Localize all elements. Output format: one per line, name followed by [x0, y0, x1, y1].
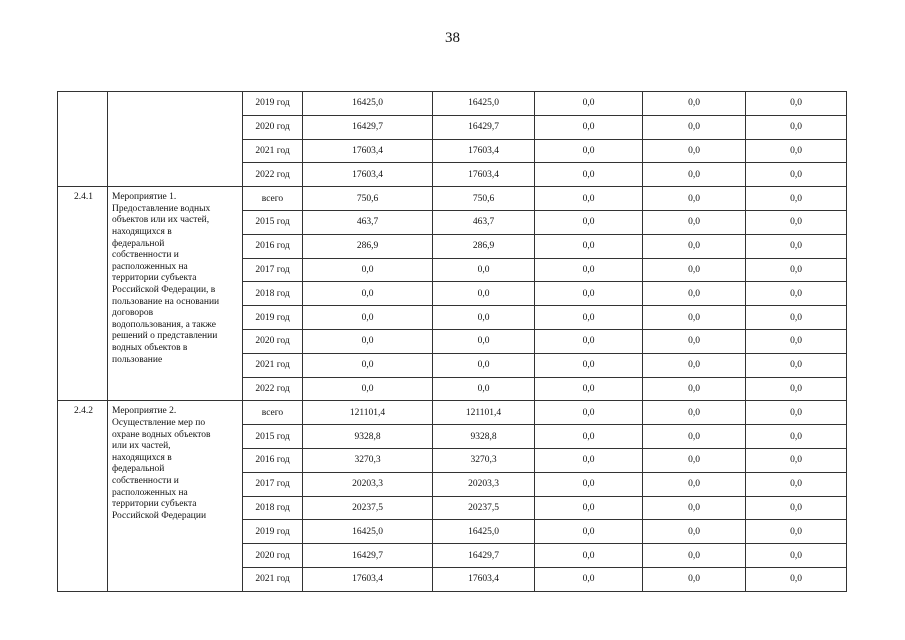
year-cell: 2019 год — [243, 306, 303, 330]
year-cell: 2018 год — [243, 496, 303, 520]
budget-table — [57, 91, 847, 592]
year-cell: 2022 год — [243, 377, 303, 401]
year-cell: 2017 год — [243, 472, 303, 496]
value-cell: 0,0 — [303, 282, 433, 306]
value-cell: 0,0 — [643, 139, 746, 163]
value-cell: 0,0 — [433, 353, 535, 377]
value-cell: 0,0 — [303, 306, 433, 330]
value-cell: 0,0 — [746, 567, 847, 591]
value-cell: 0,0 — [643, 448, 746, 472]
value-cell: 0,0 — [433, 258, 535, 282]
value-cell: 0,0 — [535, 401, 643, 425]
value-cell: 16429,7 — [303, 115, 433, 139]
value-cell: 0,0 — [643, 234, 746, 258]
year-cell: 2015 год — [243, 210, 303, 234]
value-cell: 0,0 — [746, 306, 847, 330]
value-cell: 0,0 — [535, 425, 643, 449]
value-cell: 0,0 — [746, 448, 847, 472]
value-cell: 0,0 — [535, 353, 643, 377]
year-cell: 2016 год — [243, 448, 303, 472]
value-cell: 0,0 — [535, 520, 643, 544]
value-cell: 0,0 — [535, 163, 643, 187]
value-cell: 0,0 — [643, 115, 746, 139]
value-cell: 463,7 — [433, 210, 535, 234]
value-cell: 0,0 — [746, 210, 847, 234]
value-cell: 0,0 — [303, 329, 433, 353]
value-cell: 0,0 — [643, 567, 746, 591]
value-cell: 0,0 — [643, 187, 746, 211]
value-cell: 0,0 — [746, 234, 847, 258]
table-row — [58, 187, 847, 211]
year-cell: 2020 год — [243, 544, 303, 568]
value-cell: 0,0 — [535, 496, 643, 520]
value-cell: 17603,4 — [433, 163, 535, 187]
value-cell: 0,0 — [535, 329, 643, 353]
value-cell: 0,0 — [746, 282, 847, 306]
value-cell: 0,0 — [746, 187, 847, 211]
value-cell: 16425,0 — [433, 520, 535, 544]
year-cell: 2021 год — [243, 353, 303, 377]
value-cell: 0,0 — [535, 282, 643, 306]
value-cell: 750,6 — [433, 187, 535, 211]
year-cell: 2019 год — [243, 520, 303, 544]
value-cell: 0,0 — [535, 187, 643, 211]
value-cell: 0,0 — [303, 377, 433, 401]
value-cell: 17603,4 — [433, 567, 535, 591]
value-cell: 0,0 — [535, 92, 643, 116]
value-cell: 0,0 — [746, 377, 847, 401]
value-cell: 16429,7 — [303, 544, 433, 568]
value-cell: 0,0 — [643, 401, 746, 425]
value-cell: 17603,4 — [303, 567, 433, 591]
value-cell: 0,0 — [433, 306, 535, 330]
value-cell: 20203,3 — [433, 472, 535, 496]
value-cell: 0,0 — [535, 210, 643, 234]
value-cell: 0,0 — [535, 544, 643, 568]
table-body — [58, 92, 847, 592]
value-cell: 0,0 — [643, 258, 746, 282]
value-cell: 0,0 — [643, 92, 746, 116]
value-cell: 0,0 — [746, 353, 847, 377]
value-cell: 0,0 — [746, 472, 847, 496]
value-cell: 0,0 — [535, 567, 643, 591]
value-cell: 0,0 — [643, 282, 746, 306]
value-cell: 20203,3 — [303, 472, 433, 496]
value-cell: 0,0 — [433, 329, 535, 353]
year-cell: 2018 год — [243, 282, 303, 306]
year-cell: 2017 год — [243, 258, 303, 282]
value-cell: 0,0 — [535, 258, 643, 282]
value-cell: 0,0 — [535, 377, 643, 401]
year-cell: 2022 год — [243, 163, 303, 187]
value-cell: 9328,8 — [303, 425, 433, 449]
value-cell: 0,0 — [535, 306, 643, 330]
section-number — [58, 92, 108, 187]
value-cell: 0,0 — [643, 353, 746, 377]
value-cell: 0,0 — [535, 115, 643, 139]
value-cell: 0,0 — [643, 306, 746, 330]
section-number: 2.4.1 — [58, 187, 108, 401]
value-cell: 0,0 — [535, 472, 643, 496]
section-description-cell — [108, 187, 243, 401]
section-description: Мероприятие 1. Предоставление водных объектов или их частей, находящихся в федеральной собственности и расположенных на территории субъекта Российской Федерации, в пользование на основании договоров водопользования, а также решений о представлении водных объектов в пользование — [112, 192, 220, 365]
value-cell: 463,7 — [303, 210, 433, 234]
value-cell: 0,0 — [433, 282, 535, 306]
value-cell: 0,0 — [303, 258, 433, 282]
value-cell: 16425,0 — [303, 92, 433, 116]
year-cell: 2016 год — [243, 234, 303, 258]
value-cell: 0,0 — [643, 163, 746, 187]
value-cell: 0,0 — [535, 234, 643, 258]
value-cell: 16425,0 — [433, 92, 535, 116]
value-cell: 121101,4 — [303, 401, 433, 425]
value-cell: 16425,0 — [303, 520, 433, 544]
value-cell: 0,0 — [643, 377, 746, 401]
value-cell: 0,0 — [746, 544, 847, 568]
value-cell: 0,0 — [643, 329, 746, 353]
value-cell: 0,0 — [746, 329, 847, 353]
value-cell: 17603,4 — [303, 163, 433, 187]
section-description-cell — [108, 401, 243, 591]
year-cell: всего — [243, 401, 303, 425]
page-number: 38 — [445, 30, 460, 46]
table-row — [58, 92, 847, 116]
value-cell: 20237,5 — [433, 496, 535, 520]
value-cell: 121101,4 — [433, 401, 535, 425]
value-cell: 0,0 — [746, 92, 847, 116]
value-cell: 16429,7 — [433, 544, 535, 568]
value-cell: 0,0 — [535, 448, 643, 472]
value-cell: 16429,7 — [433, 115, 535, 139]
value-cell: 0,0 — [535, 139, 643, 163]
section-description-cell — [108, 92, 243, 187]
value-cell: 0,0 — [643, 544, 746, 568]
year-cell: 2020 год — [243, 115, 303, 139]
value-cell: 0,0 — [643, 210, 746, 234]
value-cell: 286,9 — [303, 234, 433, 258]
value-cell: 750,6 — [303, 187, 433, 211]
value-cell: 0,0 — [303, 353, 433, 377]
section-description: Мероприятие 2. Осуществление мер по охране водных объектов или их частей, находящихся в федеральной собственности и расположенных на территории субъекта Российской Федерации — [112, 406, 211, 521]
section-number: 2.4.2 — [58, 401, 108, 591]
year-cell: 2019 год — [243, 92, 303, 116]
year-cell: всего — [243, 187, 303, 211]
value-cell: 0,0 — [746, 115, 847, 139]
year-cell: 2021 год — [243, 567, 303, 591]
value-cell: 17603,4 — [303, 139, 433, 163]
value-cell: 286,9 — [433, 234, 535, 258]
value-cell: 0,0 — [643, 496, 746, 520]
value-cell: 9328,8 — [433, 425, 535, 449]
value-cell: 0,0 — [746, 163, 847, 187]
value-cell: 3270,3 — [303, 448, 433, 472]
value-cell: 3270,3 — [433, 448, 535, 472]
value-cell: 0,0 — [746, 520, 847, 544]
value-cell: 17603,4 — [433, 139, 535, 163]
year-cell: 2015 год — [243, 425, 303, 449]
value-cell: 0,0 — [643, 520, 746, 544]
value-cell: 0,0 — [746, 139, 847, 163]
value-cell: 0,0 — [643, 425, 746, 449]
value-cell: 0,0 — [746, 258, 847, 282]
year-cell: 2020 год — [243, 329, 303, 353]
value-cell: 0,0 — [746, 425, 847, 449]
value-cell: 0,0 — [643, 472, 746, 496]
year-cell: 2021 год — [243, 139, 303, 163]
value-cell: 0,0 — [433, 377, 535, 401]
value-cell: 20237,5 — [303, 496, 433, 520]
value-cell: 0,0 — [746, 496, 847, 520]
table-row — [58, 401, 847, 425]
value-cell: 0,0 — [746, 401, 847, 425]
